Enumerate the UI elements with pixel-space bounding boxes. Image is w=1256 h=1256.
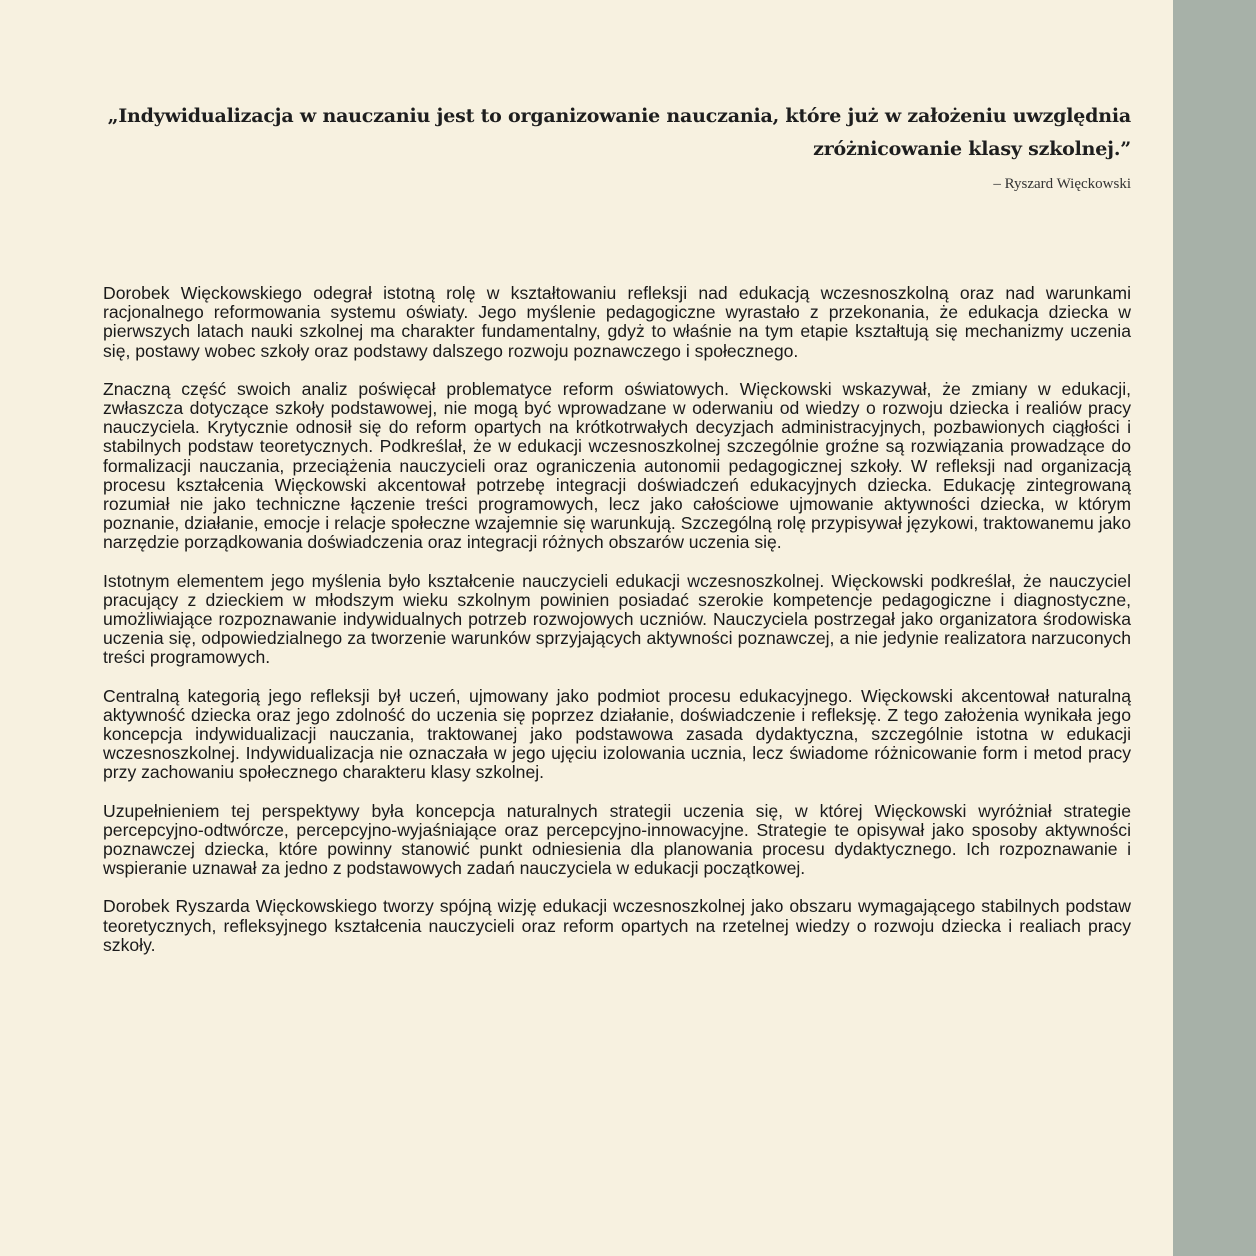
paragraph: Uzupełnieniem tej perspektywy była koncepcja naturalnych strategii uczenia się, w której Więckowski wyróżniał strategie percepcyjno-odtwórcze, percepcyjno-wyjaśniające oraz percepcyjno-innowacyjne. Strategie te opisywał jako sposoby aktywności poznawczej dziecka, które powinny stanowić punkt odniesienia dla planowania procesu dydaktycznego. Ich rozpoznawanie i wspieranie uznawał za jedno z podstawowych zadań nauczyciela w edukacji początkowej.: [103, 800, 1131, 879]
side-color-band: [1173, 0, 1256, 1256]
paragraph: Znaczną część swoich analiz poświęcał problematyce reform oświatowych. Więckowski wskazywał, że zmiany w edukacji, zwłaszcza dotyczące szkoły podstawowej, nie mogą być wprowadzane w oderwaniu od wiedzy o rozwoju dziecka i realiów pracy nauczyciela. Krytycznie odnosił się do reform opartych na krótkotrwałych decyzjach administracyjnych, pozbawionych ciągłości i stabilnych podstaw teoretycznych. Podkreślał, że w edukacji wczesnoszkolnej szczególnie groźne są rozwiązania prowadzące do formalizacji nauczania, przeciążenia nauczycieli oraz ograniczenia autonomii pedagogicznej szkoły. W refleksji nad organizacją procesu kształcenia Więckowski akcentował potrzebę integracji doświadczeń edukacyjnych dziecka. Edukację zintegrowaną rozumiał nie jako techniczne łączenie treści programowych, lecz jako całościowe ujmowanie aktywności dziecka, w którym poznanie, działanie, emocje i relacje społeczne wzajemnie się warunkują. Szczególną rolę przypisywał językowi, traktowanemu jako narzędzie porządkowania doświadczenia oraz integracji różnych obszarów uczenia się.: [103, 378, 1131, 553]
paragraph: Dorobek Więckowskiego odegrał istotną rolę w kształtowaniu refleksji nad edukacją wczesnoszkolną oraz nad warunkami racjonalnego reformowania systemu oświaty. Jego myślenie pedagogiczne wyrastało z przekonania, że edukacja dziecka w pierwszych latach nauki szkolnej ma charakter fundamentalny, gdyż to właśnie na tym etapie kształtują się mechanizmy uczenia się, postawy wobec szkoły oraz podstawy dalszego rozwoju poznawczego i społecznego.: [103, 283, 1131, 361]
quote-text: „Indywidualizacja w nauczaniu jest to organizowanie nauczania, które już w założeniu uwzględnia zróżnicowanie klasy szkolnej.”: [107, 105, 1131, 160]
paragraph: Centralną kategorią jego refleksji był uczeń, ujmowany jako podmiot procesu edukacyjnego. Więckowski akcentował naturalną aktywność dziecka oraz jego zdolność do uczenia się poprzez działanie, doświadczenie i refleksję. Z tego założenia wynikała jego koncepcja indywidualizacji nauczania, traktowanej jako podstawowa zasada dydaktyczna, szczególnie istotna w edukacji wczesnoszkolnej. Indywidualizacja nie oznaczała w jego ujęciu izolowania ucznia, lecz świadome różnicowanie form i metod pracy przy zachowaniu społecznego charakteru klasy szkolnej.: [103, 685, 1131, 783]
paragraph: Istotnym elementem jego myślenia było kształcenie nauczycieli edukacji wczesnoszkolnej. Więckowski podkreślał, że nauczyciel pracujący z dzieckiem w młodszym wieku szkolnym powinien posiadać szerokie kompetencje pedagogiczne i diagnostyczne, umożliwiające rozpoznawanie indywidualnych potrzeb rozwojowych uczniów. Nauczyciela postrzegał jako organizatora środowiska uczenia się, odpowiedzialnego za tworzenie warunków sprzyjających aktywności poznawczej, a nie jedynie realizatora narzuconych treści programowych.: [103, 570, 1131, 668]
body-text: [103, 284, 1131, 974]
paragraph: Dorobek Ryszarda Więckowskiego tworzy spójną wizję edukacji wczesnoszkolnej jako obszaru wymagającego stabilnych podstaw teoretycznych, refleksyjnego kształcenia nauczycieli oraz reform opartych na rzetelnej wiedzy o rozwoju dziecka i realiach pracy szkoły.: [103, 896, 1131, 955]
quote-block: [100, 100, 1131, 193]
quote-author: – Ryszard Więckowski: [993, 176, 1131, 192]
